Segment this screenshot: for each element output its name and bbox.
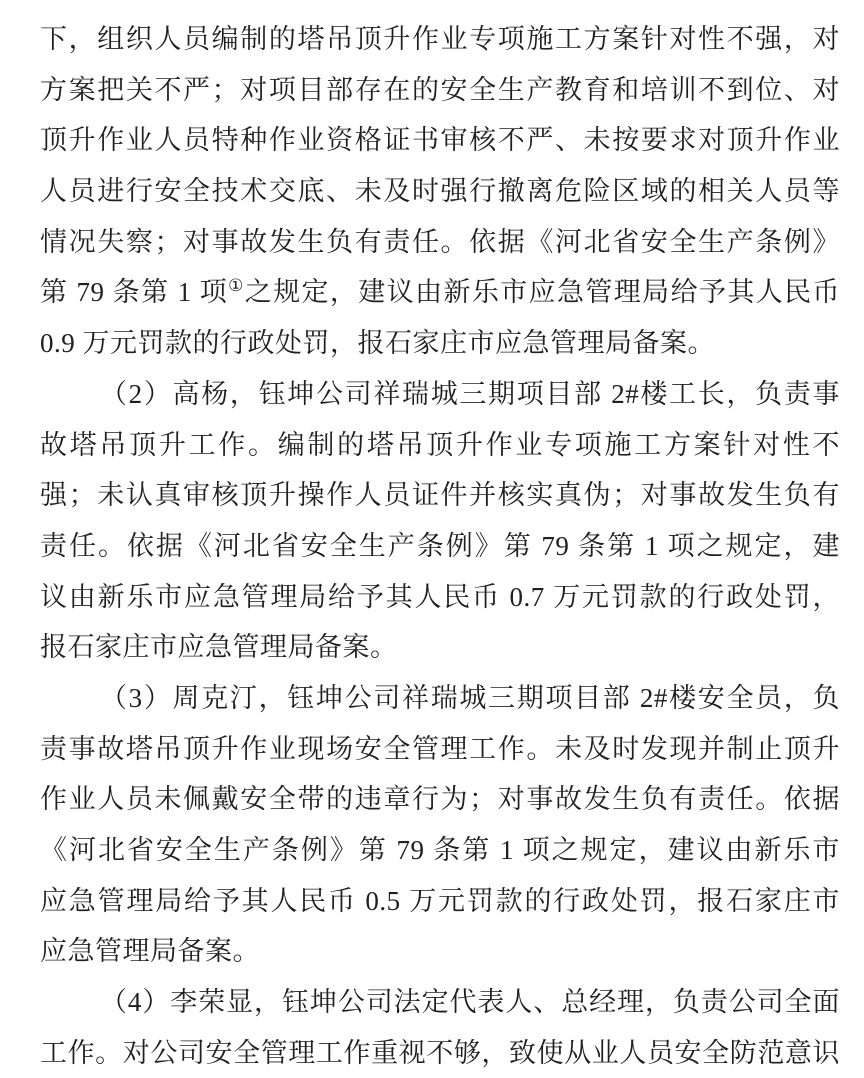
text-line: （2）高杨，钰坤公司祥瑞城三期项目部 2#楼工长，负责事 bbox=[100, 378, 840, 409]
footnote-marker: ① bbox=[228, 276, 245, 296]
text-segment: 第 79 条第 1 项 bbox=[40, 277, 229, 308]
text-line: （4）李荣显，钰坤公司法定代表人、总经理，负责公司全面 bbox=[100, 987, 840, 1018]
paragraph-4 bbox=[40, 977, 840, 1078]
text-line: 责事故塔吊顶升作业现场安全管理工作。未及时发现并制止顶升 bbox=[40, 733, 840, 764]
text-line: 人员进行安全技术交底、未及时强行撤离危险区域的相关人员等 bbox=[40, 176, 840, 207]
text-line: 0.9 万元罚款的行政处罚，报石家庄市应急管理局备案。 bbox=[40, 328, 715, 359]
text-line bbox=[40, 267, 840, 318]
text-line: （3）周克汀，钰坤公司祥瑞城三期项目部 2#楼安全员，负 bbox=[100, 682, 840, 713]
text-line: 《河北省安全生产条例》第 79 条第 1 项之规定，建议由新乐市 bbox=[40, 835, 840, 865]
text-line: 强；未认真审核顶升操作人员证件并核实真伪；对事故发生负有 bbox=[40, 480, 840, 511]
paragraph-1 bbox=[40, 14, 840, 369]
text-line: 顶升作业人员特种作业资格证书审核不严、未按要求对顶升作业 bbox=[40, 125, 840, 156]
text-line: 下，组织人员编制的塔吊顶升作业专项施工方案针对性不强，对 bbox=[40, 24, 840, 54]
text-segment: 之规定，建议由新乐市应急管理局给予其人民币 bbox=[244, 277, 840, 308]
text-line: 应急管理局备案。 bbox=[40, 936, 260, 967]
text-line: 报石家庄市应急管理局备案。 bbox=[40, 632, 398, 663]
paragraph-3 bbox=[40, 673, 840, 977]
text-line: 作业人员未佩戴安全带的违章行为；对事故发生负有责任。依据 bbox=[40, 784, 840, 815]
text-line: 责任。依据《河北省安全生产条例》第 79 条第 1 项之规定，建 bbox=[40, 530, 840, 561]
text-line: 故塔吊顶升工作。编制的塔吊顶升作业专项施工方案针对性不 bbox=[40, 429, 840, 460]
text-line: 方案把关不严；对项目部存在的安全生产教育和培训不到位、对 bbox=[40, 74, 840, 105]
text-line: 工作。对公司安全管理工作重视不够，致使从业人员安全防范意识 bbox=[40, 1037, 840, 1068]
paragraph-2 bbox=[40, 369, 840, 673]
text-line: 议由新乐市应急管理局给予其人民币 0.7 万元罚款的行政处罚， bbox=[40, 581, 840, 612]
text-line: 情况失察；对事故发生负有责任。依据《河北省安全生产条例》 bbox=[40, 226, 840, 257]
text-line: 应急管理局给予其人民币 0.5 万元罚款的行政处罚，报石家庄市 bbox=[40, 885, 840, 916]
